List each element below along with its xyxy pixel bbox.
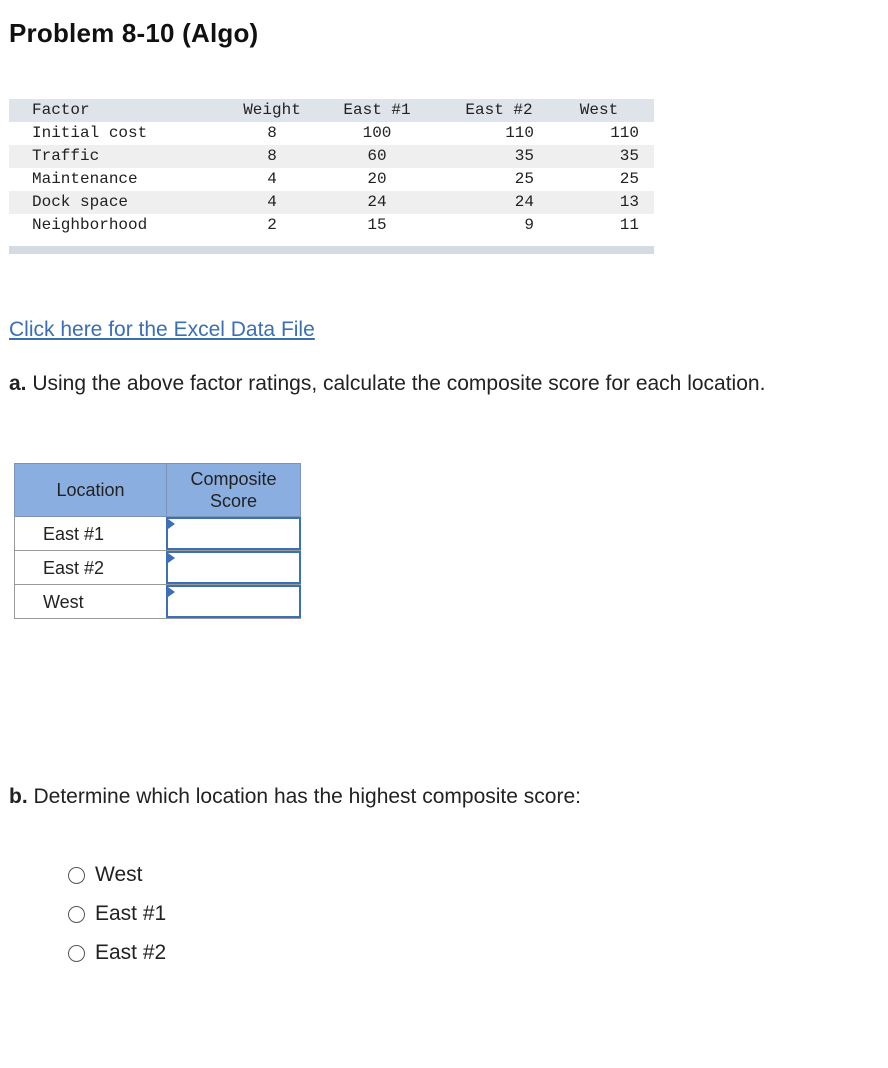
input-marker-icon [168, 553, 175, 563]
question-a-text: Using the above factor ratings, calculate the composite score for each location. [26, 372, 766, 395]
table-footer-bar [9, 246, 654, 254]
west-value: 25 [619, 170, 639, 188]
radio-option-east1[interactable] [68, 901, 166, 927]
radio-icon[interactable] [68, 867, 85, 884]
header-west: West [579, 101, 619, 119]
table-row [14, 585, 301, 619]
excel-data-link[interactable]: Click here for the Excel Data File [9, 318, 315, 341]
factor-table-header [9, 99, 654, 122]
east1-value: 100 [362, 124, 392, 142]
east2-value: 25 [514, 170, 534, 188]
question-a [9, 372, 765, 396]
header-score-line1: Composite [190, 469, 277, 489]
table-row [14, 551, 301, 585]
header-east1: East #1 [343, 101, 411, 119]
weight-value: 4 [267, 193, 277, 211]
west-value: 110 [610, 124, 639, 142]
radio-option-west[interactable] [68, 862, 142, 888]
answer-table-header [14, 463, 301, 517]
score-input-east1[interactable] [166, 517, 301, 550]
weight-value: 8 [267, 124, 277, 142]
west-value: 13 [619, 193, 639, 211]
table-row [9, 214, 654, 237]
table-row [9, 168, 654, 191]
header-score-line2: Score [209, 491, 258, 511]
header-location: Location [15, 464, 167, 516]
table-row [9, 122, 654, 145]
factor-name: Initial cost [32, 124, 148, 142]
score-input-west[interactable] [166, 585, 301, 618]
table-row [9, 191, 654, 214]
factor-name: Traffic [32, 147, 100, 165]
west-value: 35 [619, 147, 639, 165]
radio-option-east2[interactable] [68, 940, 166, 966]
weight-value: 2 [267, 216, 277, 234]
radio-label: East #1 [95, 902, 167, 925]
radio-label: West [95, 863, 143, 886]
radio-icon[interactable] [68, 906, 85, 923]
factor-name: Maintenance [32, 170, 138, 188]
header-composite-score [167, 468, 300, 512]
east1-value: 24 [367, 193, 387, 211]
factor-table [9, 99, 654, 254]
east1-value: 20 [367, 170, 387, 188]
input-marker-icon [168, 519, 175, 529]
east1-value: 60 [367, 147, 387, 165]
weight-value: 4 [267, 170, 277, 188]
factor-name: Dock space [32, 193, 129, 211]
question-a-label: a. [9, 372, 27, 395]
east2-value: 35 [514, 147, 534, 165]
east1-value: 15 [367, 216, 387, 234]
east2-value: 24 [514, 193, 534, 211]
score-input-east2[interactable] [166, 551, 301, 584]
location-label: East #2 [43, 558, 105, 578]
question-b-text: Determine which location has the highest composite score: [27, 785, 581, 808]
radio-icon[interactable] [68, 945, 85, 962]
location-label: West [43, 592, 84, 612]
west-value: 11 [619, 216, 639, 234]
header-factor: Factor [32, 101, 90, 119]
header-east2: East #2 [465, 101, 533, 119]
east2-value: 9 [524, 216, 534, 234]
east2-value: 110 [505, 124, 534, 142]
weight-value: 8 [267, 147, 277, 165]
factor-name: Neighborhood [32, 216, 148, 234]
table-row [9, 145, 654, 168]
input-marker-icon [168, 587, 175, 597]
question-b [9, 785, 581, 809]
page-title: Problem 8-10 (Algo) [9, 18, 259, 48]
radio-label: East #2 [95, 941, 167, 964]
location-label: East #1 [43, 524, 105, 544]
header-weight: Weight [243, 101, 301, 119]
table-row [14, 517, 301, 551]
question-b-label: b. [9, 785, 28, 808]
